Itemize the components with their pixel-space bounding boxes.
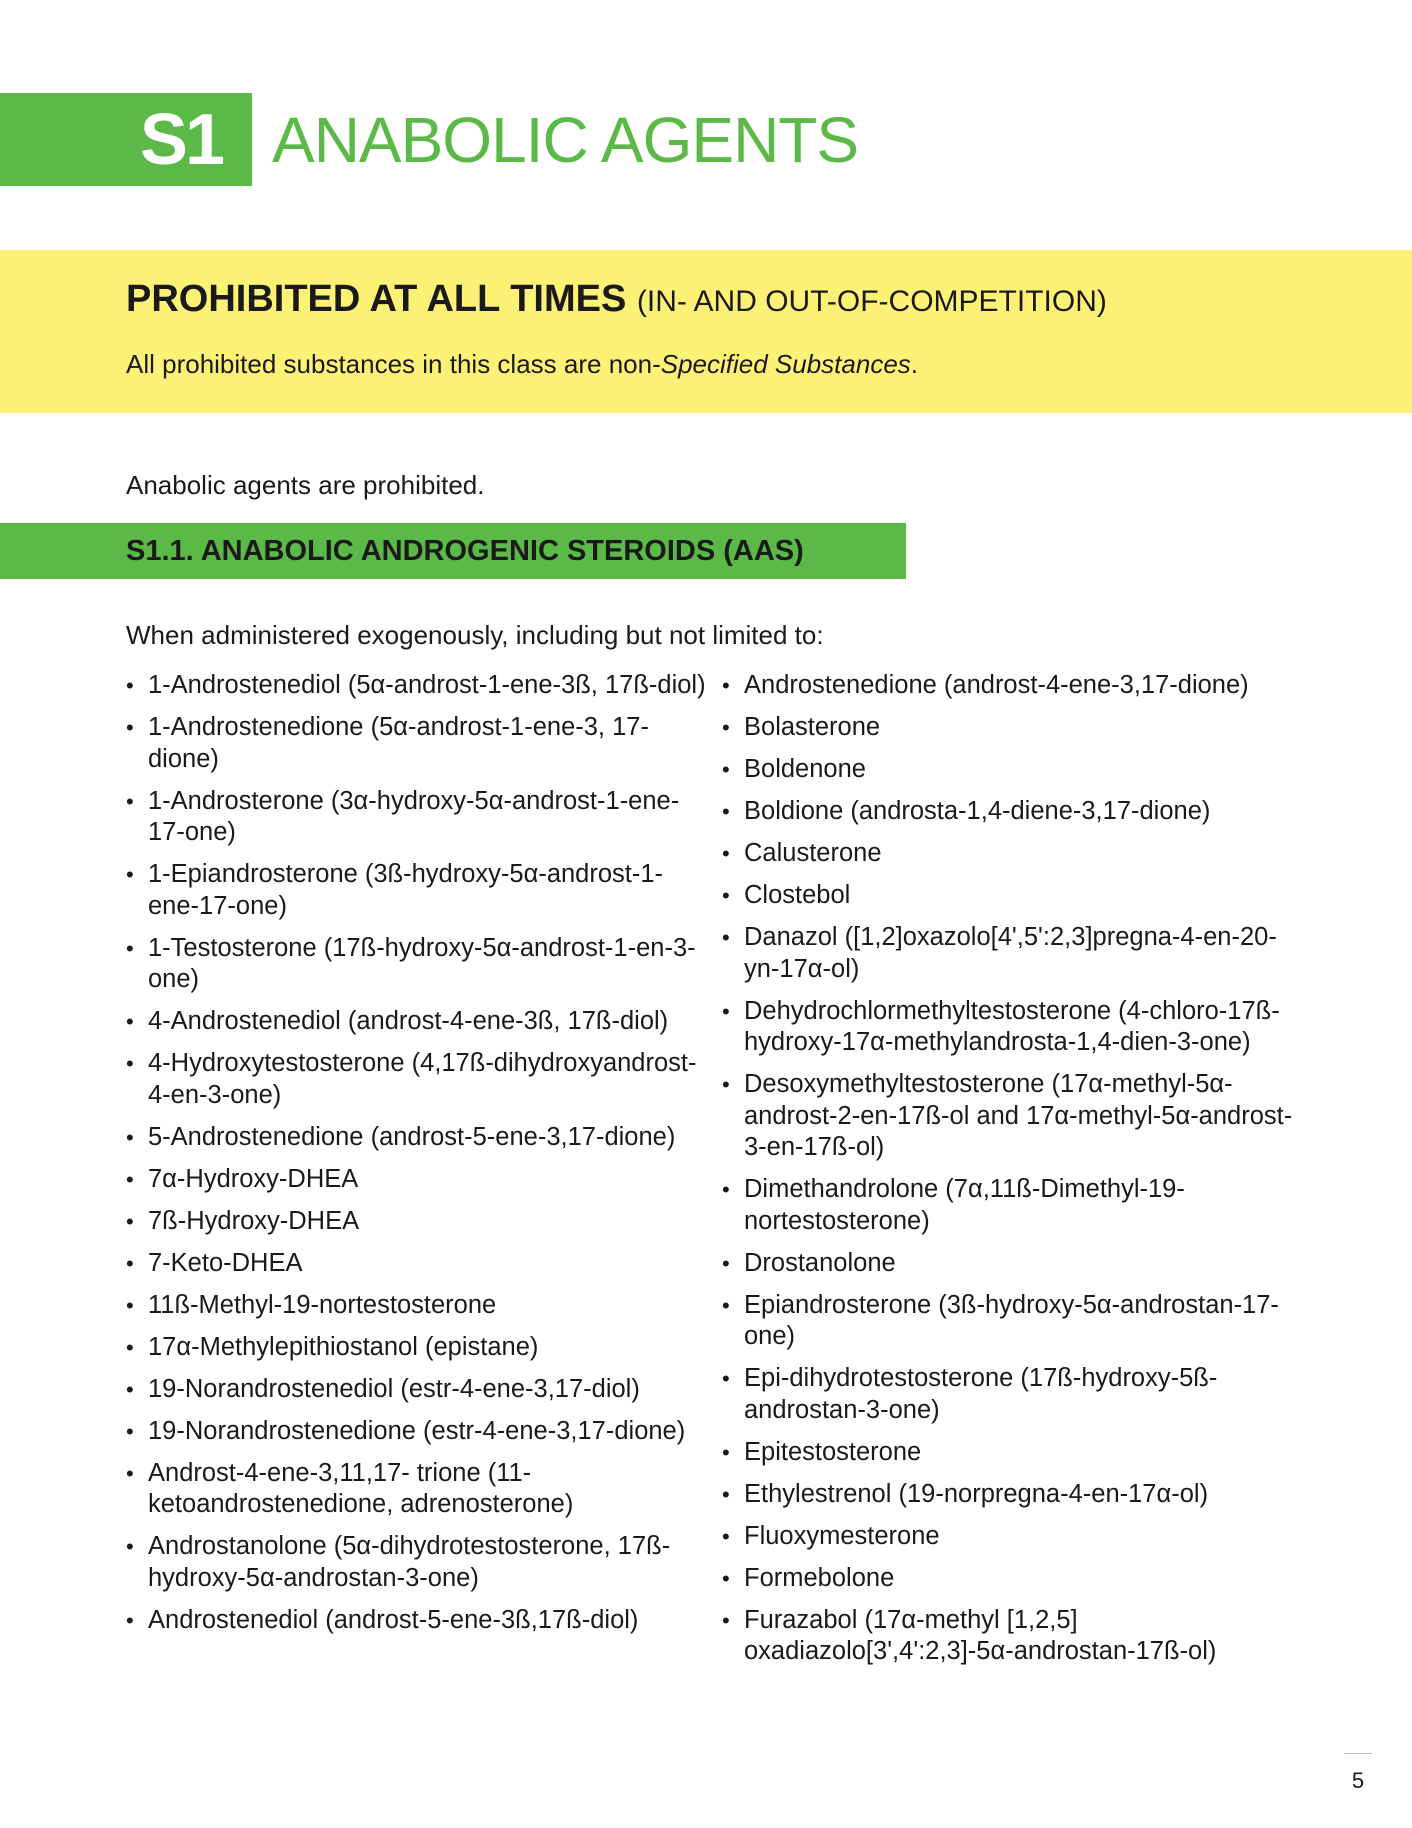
list-item: • Bolasterone: [722, 712, 1312, 744]
list-item: • Clostebol: [722, 880, 1312, 912]
list-item: • Androstanolone (5α-dihydrotestosterone, 17ß-hydroxy-5α-androstan-3-one): [126, 1531, 711, 1594]
list-item: • Desoxymethyltestosterone (17α-methyl-5α-androst-2-en-17ß-ol and 17α-methyl-5α-androst-3-en-17ß-ol): [722, 1069, 1312, 1164]
list-item: • Androstenediol (androst-5-ene-3ß,17ß-diol): [126, 1605, 711, 1637]
list-item: • 4-Androstenediol (androst-4-ene-3ß, 17ß-diol): [126, 1006, 711, 1038]
banner-note-suffix: .: [910, 349, 919, 379]
list-item: • 17α-Methylepithiostanol (epistane): [126, 1332, 711, 1364]
list-item: • Androstenedione (androst-4-ene-3,17-dione): [722, 670, 1312, 702]
banner-note-prefix: All prohibited substances in this class are non-: [126, 349, 661, 379]
banner-subtitle: (IN- AND OUT-OF-COMPETITION): [636, 285, 1107, 318]
list-item: • Boldenone: [722, 754, 1312, 786]
list-item: • 1-Androstenediol (5α-androst-1-ene-3ß, 17ß-diol): [126, 670, 711, 702]
list-item: • 7α-Hydroxy-DHEA: [126, 1164, 711, 1196]
list-item: • 7ß-Hydroxy-DHEA: [126, 1206, 711, 1238]
banner-note: [126, 349, 1412, 380]
section-title: ANABOLIC AGENTS: [272, 103, 859, 176]
list-item: • 1-Testosterone (17ß-hydroxy-5α-androst-1-en-3-one): [126, 933, 711, 996]
lead-text: When administered exogenously, including but not limited to:: [126, 620, 824, 650]
list-item: • 1-Epiandrosterone (3ß-hydroxy-5α-androst-1-ene-17-one): [126, 859, 711, 922]
list-item: • 5-Androstenedione (androst-5-ene-3,17-dione): [126, 1122, 711, 1154]
substance-list-right: [722, 670, 1312, 1678]
list-item: • 4-Hydroxytestosterone (4,17ß-dihydroxyandrost-4-en-3-one): [126, 1048, 711, 1111]
page-number: 5: [1351, 1768, 1365, 1793]
intro-text: Anabolic agents are prohibited.: [126, 470, 485, 500]
section-header: [0, 93, 858, 186]
list-item: • Drostanolone: [722, 1248, 1312, 1280]
list-item: • Fluoxymesterone: [722, 1521, 1312, 1553]
list-item: • Boldione (androsta-1,4-diene-3,17-dione): [722, 796, 1312, 828]
list-item: • 11ß-Methyl-19-nortestosterone: [126, 1290, 711, 1322]
list-item: • Formebolone: [722, 1563, 1312, 1595]
list-item: • Androst-4-ene-3,11,17- trione (11-ketoandrostenedione, adrenosterone): [126, 1458, 711, 1521]
substance-list-left: [126, 670, 711, 1647]
subsection-heading: S1.1. ANABOLIC ANDROGENIC STEROIDS (AAS): [0, 523, 906, 579]
list-item: • Epi-dihydrotestosterone (17ß-hydroxy-5ß-androstan-3-one): [722, 1363, 1312, 1426]
banner-title: [126, 278, 1412, 321]
list-item: • 1-Androsterone (3α-hydroxy-5α-androst-1-ene-17-one): [126, 786, 711, 849]
list-item: • Furazabol (17α-methyl [1,2,5] oxadiazolo[3',4':2,3]-5α-androstan-17ß-ol): [722, 1605, 1312, 1668]
list-item: • 19-Norandrostenedione (estr-4-ene-3,17-dione): [126, 1416, 711, 1448]
list-item: • 7-Keto-DHEA: [126, 1248, 711, 1280]
list-item: • Dehydrochlormethyltestosterone (4-chloro-17ß-hydroxy-17α-methylandrosta-1,4-dien-3-one): [722, 996, 1312, 1059]
list-item: • Dimethandrolone (7α,11ß-Dimethyl-19-nortestosterone): [722, 1174, 1312, 1237]
banner-title-main: PROHIBITED AT ALL TIMES: [126, 278, 627, 320]
page-number-rule: [1344, 1753, 1372, 1754]
list-item: • 19-Norandrostenediol (estr-4-ene-3,17-diol): [126, 1374, 711, 1406]
list-item: • Epiandrosterone (3ß-hydroxy-5α-androstan-17-one): [722, 1290, 1312, 1353]
list-item: • Calusterone: [722, 838, 1312, 870]
list-item: • 1-Androstenedione (5α-androst-1-ene-3, 17-dione): [126, 712, 711, 775]
list-item: • Epitestosterone: [722, 1437, 1312, 1469]
list-item: • Danazol ([1,2]oxazolo[4',5':2,3]pregna-4-en-20-yn-17α-ol): [722, 922, 1312, 985]
prohibition-banner: [0, 250, 1412, 413]
banner-note-italic: Specified Substances: [660, 349, 911, 379]
section-code: S1: [0, 93, 252, 186]
list-item: • Ethylestrenol (19-norpregna-4-en-17α-ol): [722, 1479, 1312, 1511]
